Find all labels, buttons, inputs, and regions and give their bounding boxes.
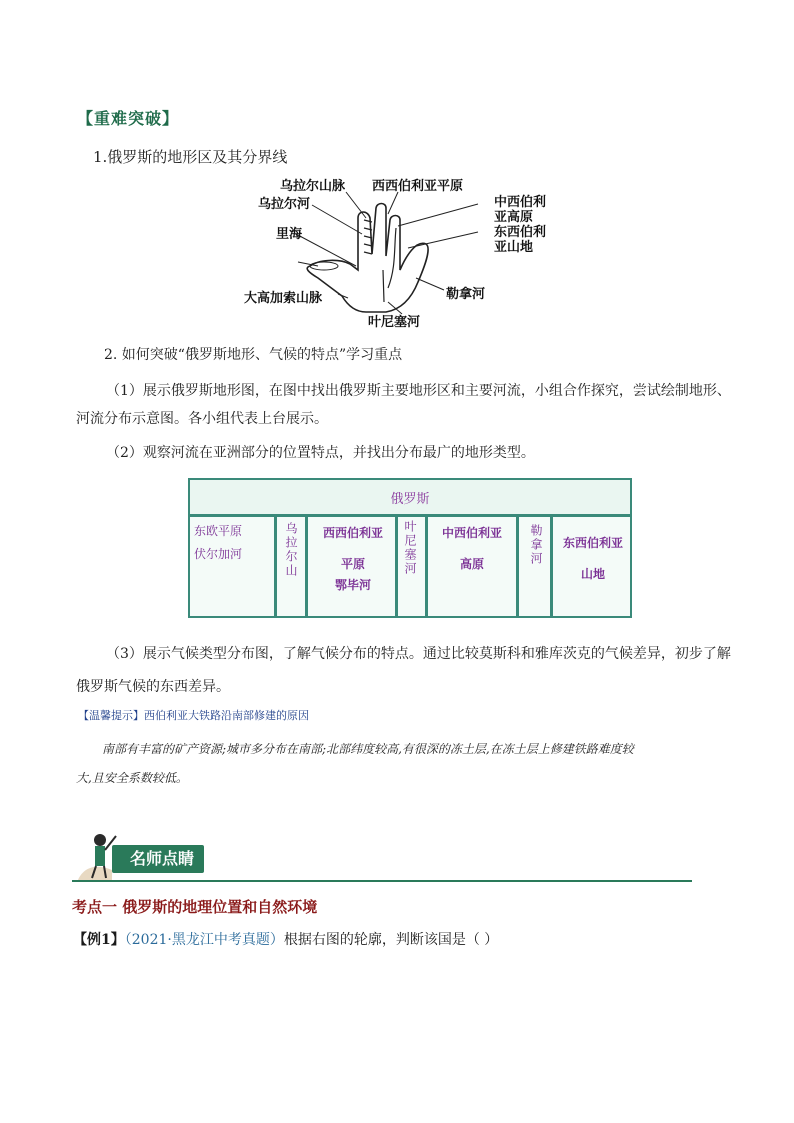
- label-ural-mountains: 乌拉尔山脉: [280, 179, 346, 194]
- label-west-siberian-plain: 西西伯利亚平原: [372, 179, 464, 194]
- tip-body: 南部有丰富的矿产资源;城市多分布在南部;北部纬度较高,有很深的冻土层,在冻土层上修建铁路难度较 大,且安全系数较低。: [76, 742, 634, 785]
- label-lena-river: 勒拿河: [446, 287, 486, 302]
- label-central-siberia-2: 亚高原: [494, 210, 534, 225]
- label-caspian-sea: 里海: [276, 227, 303, 242]
- label-east-siberia-2: 亚山地: [494, 240, 534, 255]
- col-east-siberian-mountains: 东西伯利亚 山地: [562, 536, 623, 581]
- section-title: 【重难突破】: [77, 109, 180, 128]
- teacher-tips-badge: [72, 830, 204, 882]
- col-ural-mountains: 乌拉尔山: [284, 522, 298, 578]
- example-text: 根据右图的轮廓，判断该国是（ ）: [283, 932, 499, 948]
- table-header: 俄罗斯: [190, 480, 630, 517]
- russia-terrain-table: [188, 478, 632, 618]
- label-caucasus: 大高加索山脉: [244, 291, 323, 306]
- step-1-line-1: （1）展示俄罗斯地形图，在图中找出俄罗斯主要地形区和主要河流，小组合作探究，尝试绘制地形、: [106, 383, 731, 399]
- tip-title: 【温馨提示】西伯利亚大铁路沿南部修建的原因: [78, 709, 309, 722]
- step-3-line-2: 俄罗斯气候的东西差异。: [76, 679, 230, 695]
- example-tag: 【例1】: [73, 932, 125, 948]
- step-2: （2）观察河流在亚洲部分的位置特点，并找出分布最广的地形类型。: [106, 445, 535, 461]
- col-west-siberian-plain: 西西伯利亚 平原 鄂毕河: [322, 526, 383, 592]
- example-source: （2021·黑龙江中考真题）: [124, 932, 284, 948]
- badge-label: 名师点睛: [112, 845, 204, 873]
- col-east-european-plain: 东欧平原 伏尔加河: [194, 524, 243, 561]
- badge-underline: [72, 880, 692, 882]
- col-central-siberian-plateau: 中西伯利亚 高原: [441, 526, 502, 571]
- step-1-line-2: 河流分布示意图。各小组代表上台展示。: [76, 411, 328, 427]
- label-central-siberia-1: 中西伯利: [494, 195, 547, 210]
- label-yenisei-river: 叶尼塞河: [368, 315, 421, 330]
- hand-illustration: [238, 178, 568, 330]
- example-1: [73, 929, 498, 949]
- label-east-siberia-1: 东西伯利: [494, 225, 547, 240]
- col-lena-river: 勒拿河: [529, 524, 543, 566]
- item-2-heading: 2. 如何突破“俄罗斯地形、气候的特点”学习重点: [104, 347, 403, 363]
- item-1-heading: 1.俄罗斯的地形区及其分界线: [93, 148, 288, 166]
- russia-terrain-hand-diagram: [238, 178, 568, 330]
- label-ural-river: 乌拉尔河: [258, 197, 311, 212]
- step-3-line-1: （3）展示气候类型分布图，了解气候分布的特点。通过比较莫斯科和雅库茨克的气候差异，初步了解: [106, 646, 731, 662]
- kaodian-heading: 考点一 俄罗斯的地理位置和自然环境: [72, 898, 318, 916]
- col-yenisei-river: 叶尼塞河: [403, 520, 417, 576]
